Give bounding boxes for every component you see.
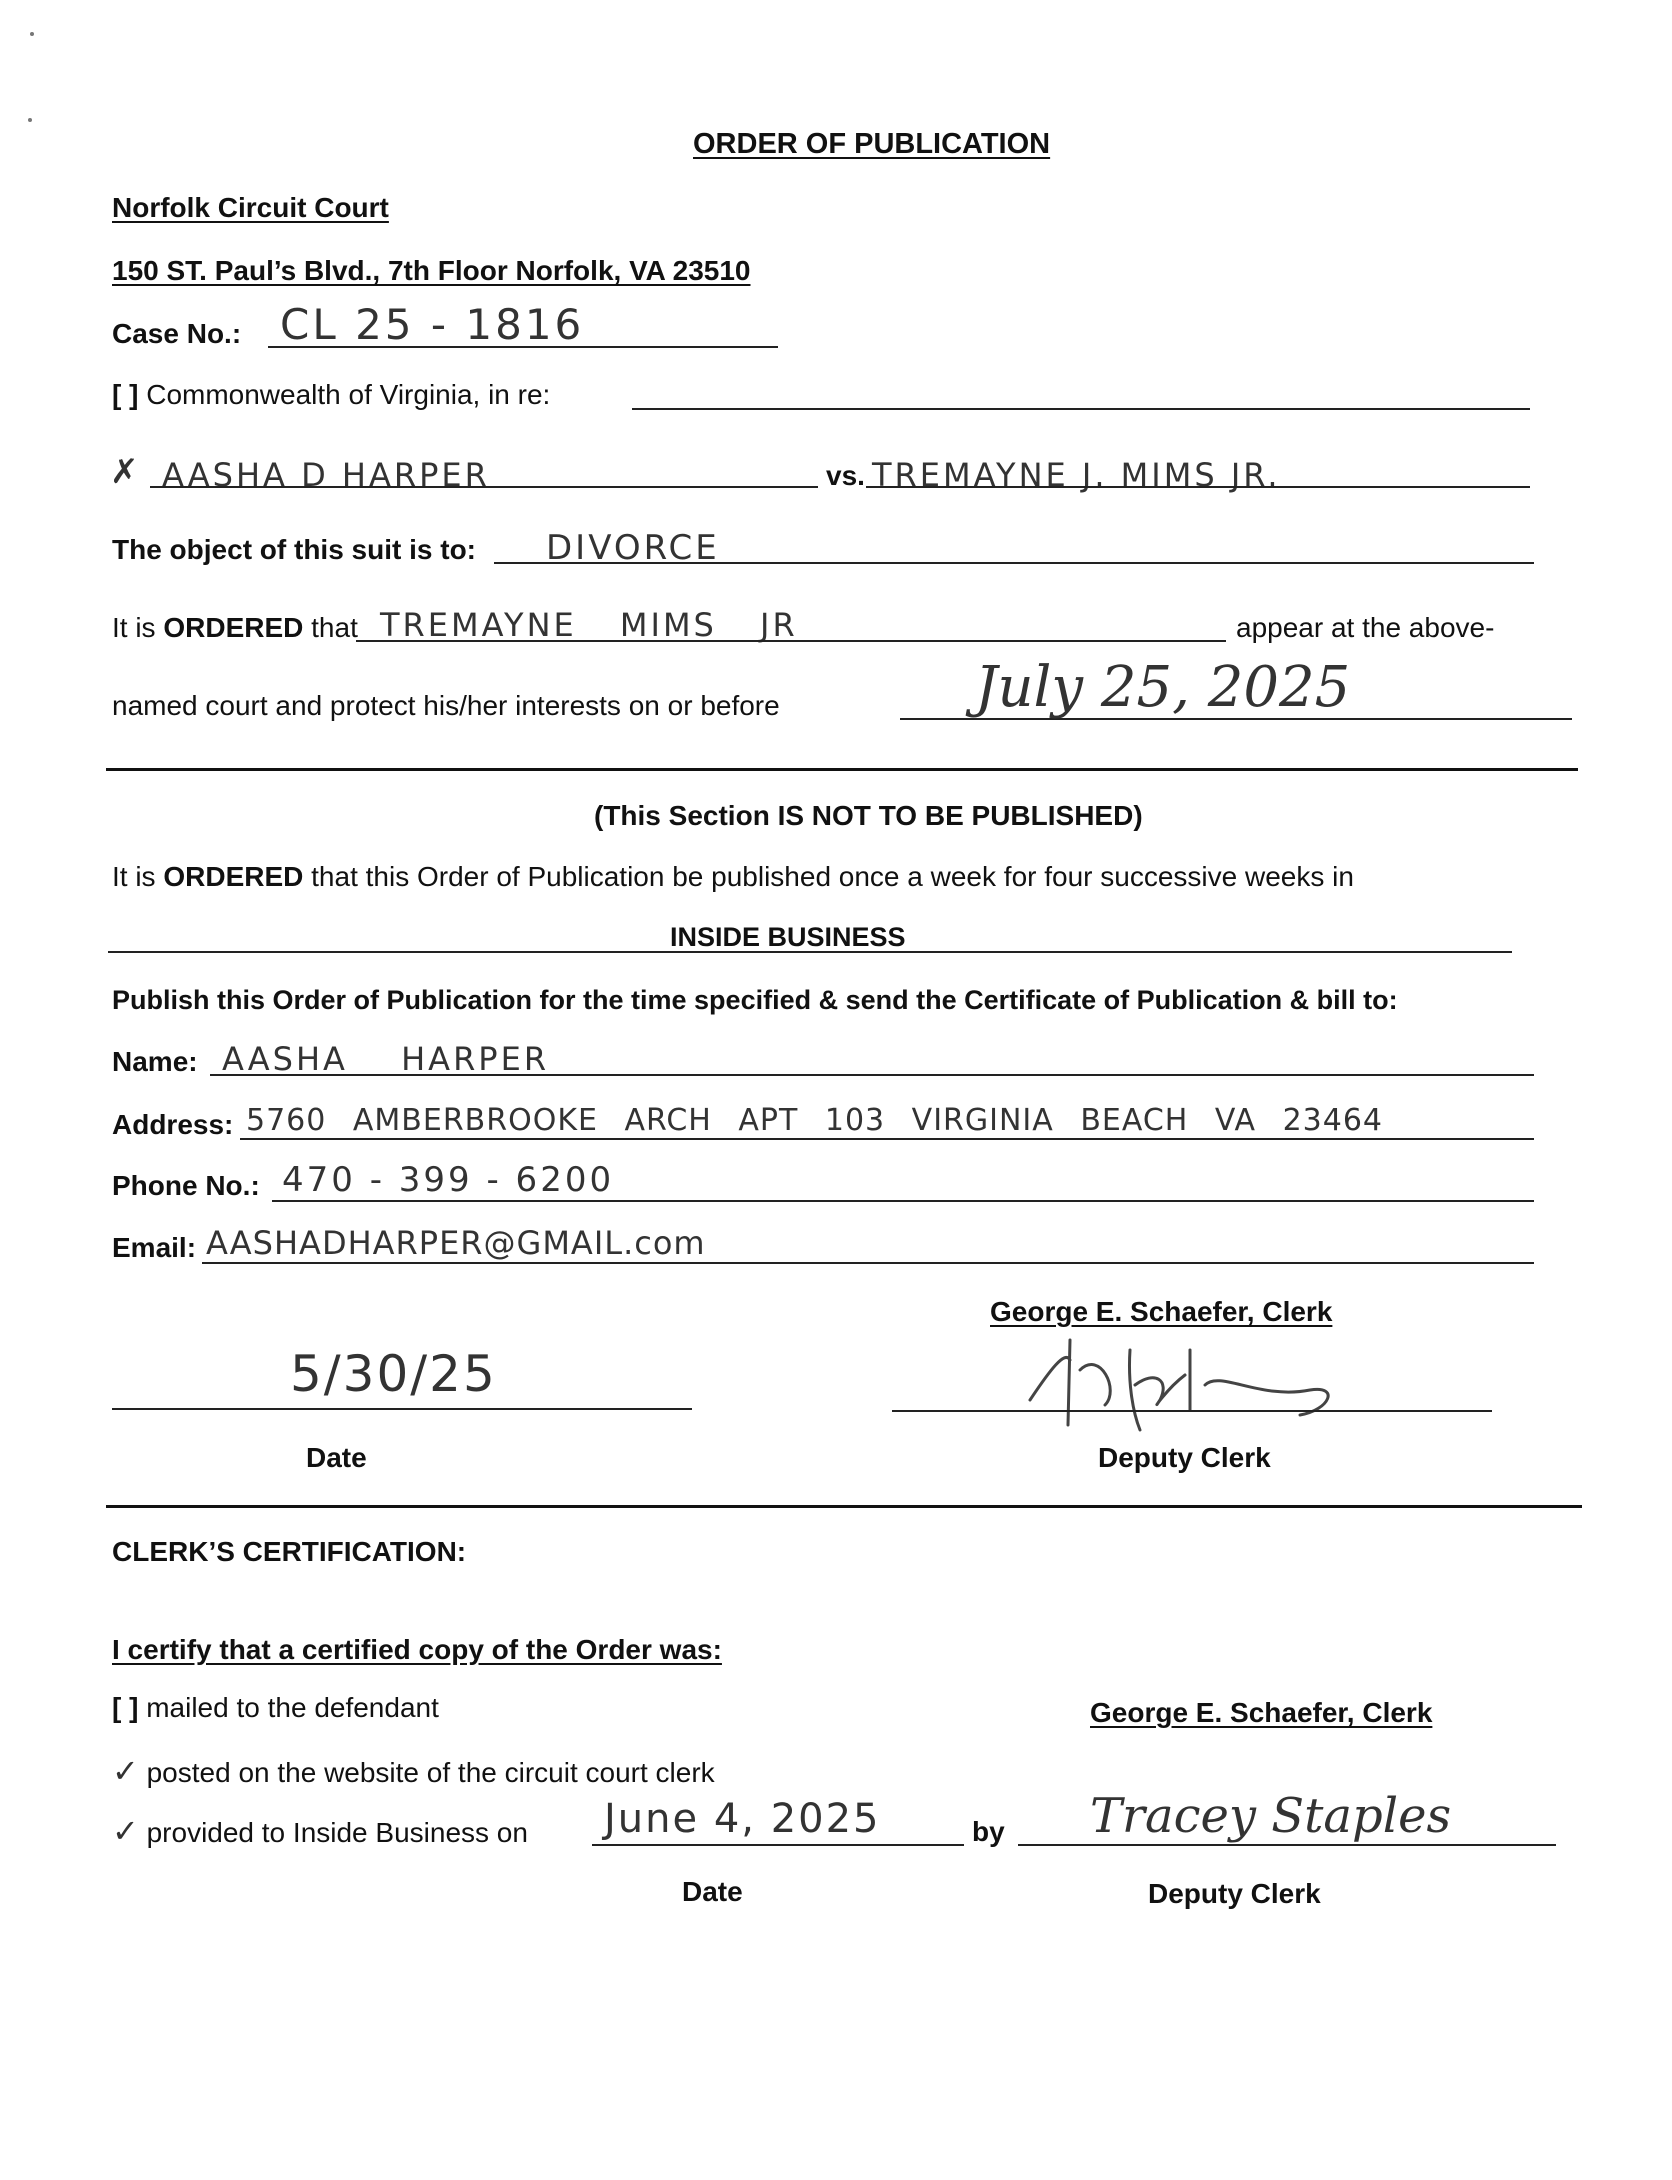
object-value[interactable]: DIVORCE: [546, 528, 720, 568]
mailed-label: mailed to the defendant: [146, 1692, 439, 1723]
deputy-clerk-line: [892, 1410, 1492, 1412]
defendant-name[interactable]: TREMAYNE J. MIMS JR.: [872, 456, 1281, 494]
case-number-label: Case No.:: [112, 318, 242, 349]
publish-order-text: It is ORDERED that this Order of Publication be published once a week for four successive weeks in: [112, 861, 1354, 892]
email-value[interactable]: AASHADHARPER@GMAIL.com: [206, 1224, 706, 1262]
name-value[interactable]: AASHA HARPER: [222, 1040, 550, 1078]
address-line: [240, 1138, 1534, 1140]
newspaper-name: INSIDE BUSINESS: [670, 922, 906, 952]
case-number-value[interactable]: CL 25 - 1816: [280, 300, 585, 349]
order-date-line: [112, 1408, 692, 1410]
posted-label: posted on the website of the circuit court clerk: [146, 1757, 715, 1788]
plaintiff-line: [150, 486, 818, 488]
deadline-date[interactable]: July 25, 2025: [975, 655, 1351, 720]
posted-checkbox[interactable]: ✓: [112, 1752, 139, 1790]
phone-line: [272, 1200, 1534, 1202]
phone-value[interactable]: 470 - 399 - 6200: [282, 1160, 615, 1200]
posted-row: [112, 1752, 715, 1790]
mailed-row: [112, 1692, 439, 1724]
mailed-checkbox[interactable]: [ ]: [112, 1692, 139, 1723]
commonwealth-line: [632, 408, 1530, 410]
plaintiff-name[interactable]: AASHA D HARPER: [162, 456, 490, 494]
provided-date[interactable]: June 4, 2025: [604, 1796, 881, 1842]
address-value[interactable]: 5760 AMBERBROOKE ARCH APT 103 VIRGINIA BEACH VA 23464: [246, 1103, 1384, 1138]
commonwealth-label: Commonwealth of Virginia, in re:: [146, 379, 551, 410]
provided-label: provided to Inside Business on: [146, 1817, 528, 1848]
address-label: Address:: [112, 1109, 234, 1140]
phone-label: Phone No.:: [112, 1170, 260, 1201]
deputy-clerk-signature: [1010, 1330, 1370, 1440]
provided-checkbox[interactable]: ✓: [112, 1812, 139, 1850]
date-label: Date: [306, 1442, 367, 1473]
deputy-signature-name[interactable]: Tracey Staples: [1090, 1788, 1452, 1844]
named-court-text: named court and protect his/her interests on or before: [112, 690, 780, 721]
certification-divider: [106, 1505, 1582, 1508]
defendant-line: [866, 486, 1530, 488]
section-divider: [106, 768, 1578, 771]
cert-clerk-name: George E. Schaefer, Clerk: [1090, 1697, 1433, 1728]
ordered-text: It is ORDERED that: [112, 612, 358, 643]
court-address: 150 ST. Paul’s Blvd., 7th Floor Norfolk, VA 23510: [112, 255, 751, 286]
cert-date-label: Date: [682, 1876, 743, 1907]
plaintiff-checkbox[interactable]: ✗: [110, 452, 139, 492]
deputy-clerk-label: Deputy Clerk: [1098, 1442, 1271, 1473]
newspaper-line: [108, 951, 1512, 953]
cert-deputy-label: Deputy Clerk: [1148, 1878, 1321, 1909]
provided-date-line: [592, 1844, 964, 1846]
name-line: [210, 1074, 1534, 1076]
vs-label: vs.: [826, 460, 865, 491]
commonwealth-row: [112, 379, 550, 411]
commonwealth-checkbox[interactable]: [ ]: [112, 379, 139, 410]
clerk-name: George E. Schaefer, Clerk: [990, 1296, 1333, 1327]
appear-text: appear at the above-: [1236, 612, 1495, 643]
by-label: by: [972, 1816, 1005, 1847]
scan-speck: [28, 118, 32, 122]
ordered-party[interactable]: TREMAYNE MIMS JR: [380, 606, 798, 644]
certification-heading: CLERK’S CERTIFICATION:: [112, 1536, 467, 1567]
ordered-party-line: [356, 640, 1226, 642]
object-label: The object of this suit is to:: [112, 534, 476, 565]
deputy-signature-line: [1018, 1844, 1556, 1846]
page-title: ORDER OF PUBLICATION: [693, 128, 1051, 160]
scan-speck: [30, 32, 34, 36]
order-date[interactable]: 5/30/25: [290, 1345, 497, 1403]
object-line: [494, 562, 1534, 564]
email-line: [202, 1262, 1534, 1264]
publish-instruction: Publish this Order of Publication for the time specified & send the Certificate of Publication & bill to:: [112, 985, 1398, 1015]
email-label: Email:: [112, 1232, 197, 1263]
not-published-heading: (This Section IS NOT TO BE PUBLISHED): [594, 800, 1143, 831]
certify-statement: I certify that a certified copy of the Order was:: [112, 1634, 722, 1665]
court-name: Norfolk Circuit Court: [112, 192, 389, 223]
name-label: Name:: [112, 1046, 198, 1077]
provided-row: [112, 1812, 528, 1850]
